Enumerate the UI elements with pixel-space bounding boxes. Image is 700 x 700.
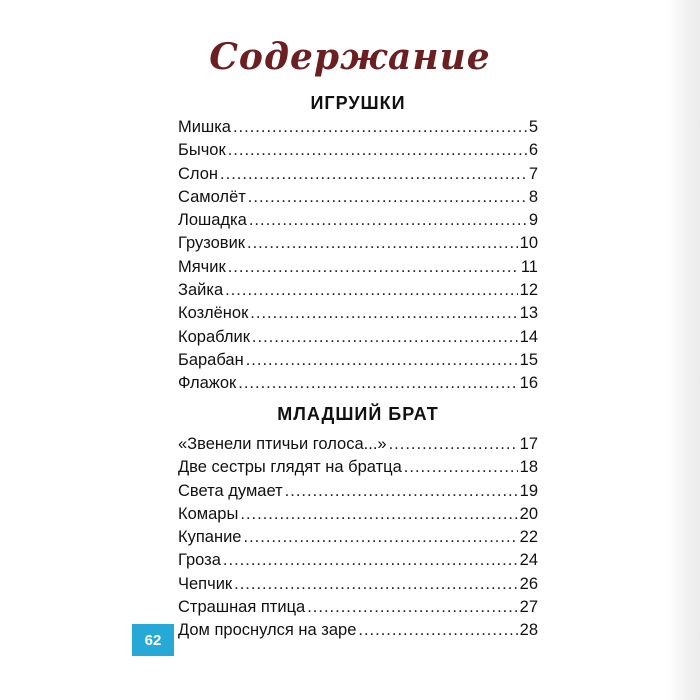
dot-leader <box>225 279 518 302</box>
toc-entry <box>178 526 538 549</box>
dot-leader <box>223 549 518 572</box>
toc-entry-page: 24 <box>519 551 538 570</box>
toc-entry-page: 10 <box>519 234 538 253</box>
toc-entry <box>178 186 538 209</box>
dot-leader <box>220 163 527 186</box>
toc-entry-title: Две сестры глядят на братца <box>178 458 402 477</box>
toc-entry <box>178 163 538 186</box>
toc-entry-title: Света думает <box>178 481 283 500</box>
toc-entry-title: Мячик <box>178 257 226 276</box>
toc-entry-page: 18 <box>519 458 538 477</box>
toc-entry <box>178 573 538 596</box>
toc-entry <box>178 256 538 279</box>
dot-leader <box>240 503 517 526</box>
dot-leader <box>252 326 518 349</box>
toc-entry <box>178 433 538 456</box>
toc-entry-page: 8 <box>528 187 538 206</box>
toc-entry-title: Барабан <box>178 350 244 369</box>
toc-entry <box>178 549 538 572</box>
dot-leader <box>307 596 517 619</box>
toc-entry-page: 26 <box>519 574 538 593</box>
toc-entry <box>178 232 538 255</box>
toc-entry <box>178 279 538 302</box>
dot-leader <box>247 232 518 255</box>
toc-list-toys <box>178 116 538 396</box>
toc-entry-title: Бычок <box>178 141 226 160</box>
toc-entry-title: Слон <box>178 164 219 183</box>
toc-entry <box>178 139 538 162</box>
section-heading-toys: ИГРУШКИ <box>310 93 406 113</box>
toc-entry-title: Мишка <box>178 118 231 136</box>
toc-entry-title: Чепчик <box>178 574 233 593</box>
dot-leader <box>233 116 527 139</box>
dot-leader <box>389 433 518 456</box>
toc-entry <box>178 326 538 349</box>
toc-entry-title: Флажок <box>178 374 237 393</box>
toc-entry <box>178 116 538 139</box>
toc-entry-page: 22 <box>519 528 538 547</box>
dot-leader <box>404 456 518 479</box>
toc-entry-title: Зайка <box>178 281 224 300</box>
section-heading-younger-brother: МЛАДШИЙ БРАТ <box>277 404 439 424</box>
toc-entry <box>178 619 538 642</box>
toc-entry <box>178 480 538 503</box>
toc-entry-page: 17 <box>519 435 538 453</box>
toc-entry <box>178 302 538 325</box>
toc-entry-page: 6 <box>528 141 538 160</box>
toc-entry-page: 19 <box>519 481 538 500</box>
toc-entry-page: 9 <box>528 211 538 230</box>
dot-leader <box>248 186 527 209</box>
toc-entry-title: Страшная птица <box>178 598 306 617</box>
dot-leader <box>228 139 527 162</box>
toc-entry <box>178 503 538 526</box>
toc-entry-page: 13 <box>519 304 538 323</box>
toc-entry-title: Комары <box>178 504 239 523</box>
toc-entry-page: 11 <box>520 257 538 276</box>
toc-entry-page: 14 <box>519 327 538 346</box>
toc-entry-title: Козлёнок <box>178 304 249 323</box>
toc-entry-page: 20 <box>519 504 538 523</box>
dot-leader <box>238 372 517 395</box>
toc-entry <box>178 209 538 232</box>
dot-leader <box>234 573 518 596</box>
toc-entry-title: Купание <box>178 528 242 547</box>
toc-entry-title: Лошадка <box>178 211 247 230</box>
toc-list-younger-brother <box>178 433 538 643</box>
toc-entry-title: Гроза <box>178 551 221 570</box>
dot-leader <box>358 619 517 642</box>
toc-entry-title: Грузовик <box>178 234 246 253</box>
toc-entry <box>178 456 538 479</box>
toc-entry-page: 12 <box>519 281 538 300</box>
toc-entry-page: 28 <box>519 621 538 640</box>
dot-leader <box>249 209 527 232</box>
page-title: Содержание <box>209 36 491 78</box>
toc-entry <box>178 372 538 395</box>
toc-entry-title: Самолёт <box>178 187 246 206</box>
toc-entry-page: 7 <box>528 164 538 183</box>
toc-entry-title: Дом проснулся на заре <box>178 621 357 640</box>
dot-leader <box>285 480 518 503</box>
toc-entry <box>178 349 538 372</box>
dot-leader <box>243 526 517 549</box>
page-edge-shadow <box>666 0 700 700</box>
dot-leader <box>250 302 517 325</box>
toc-entry-page: 27 <box>519 598 538 617</box>
dot-leader <box>246 349 518 372</box>
dot-leader <box>228 256 519 279</box>
toc-entry-title: «Звенели птичьи голоса...» <box>178 435 387 453</box>
toc-entry-page: 15 <box>519 350 538 369</box>
toc-entry-page: 5 <box>528 118 538 136</box>
toc-entry-page: 16 <box>519 374 538 393</box>
toc-entry-title: Кораблик <box>178 327 250 346</box>
toc-entry <box>178 596 538 619</box>
page-number-badge: 62 <box>132 624 174 656</box>
